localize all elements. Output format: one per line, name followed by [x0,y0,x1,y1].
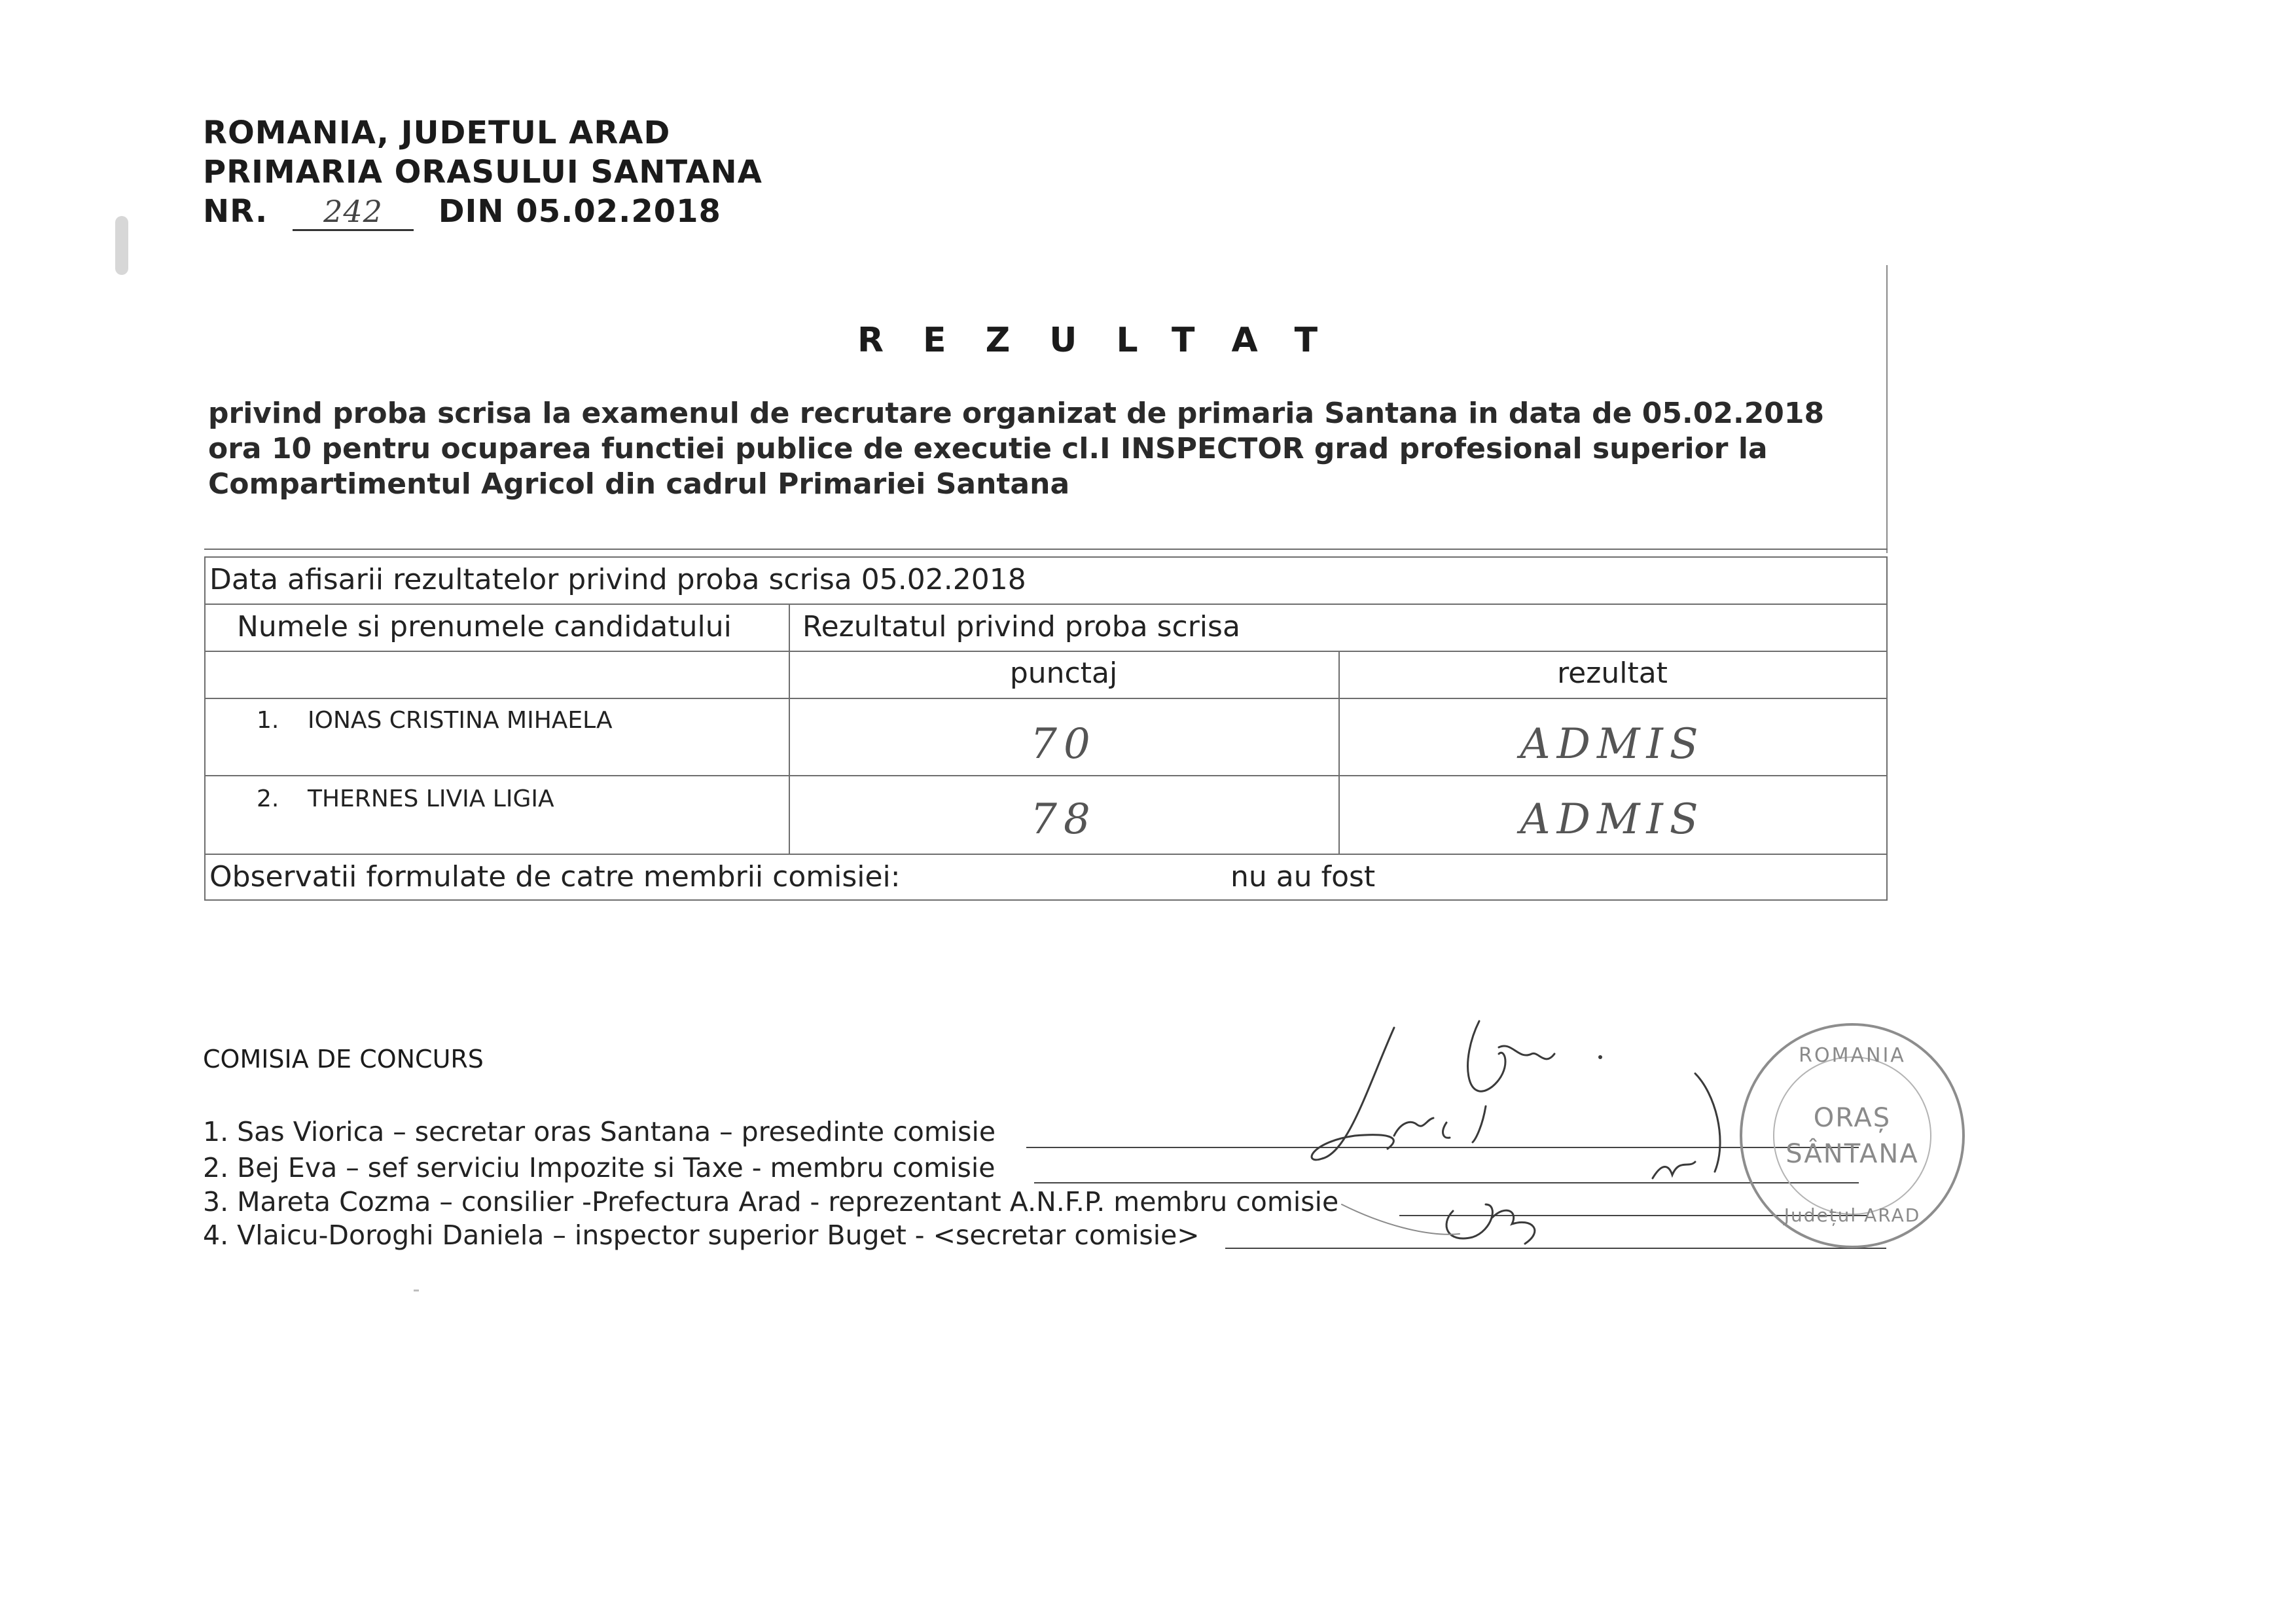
scan-speck [414,1290,419,1291]
signature-stroke [1499,1046,1554,1059]
official-stamp [1734,1018,1970,1254]
table-border [204,556,206,899]
table-border [204,651,1888,652]
display-date-row: Data afisarii rezultatelor privind proba scrisa 05.02.2018 [209,563,1026,596]
table-border [1886,556,1888,899]
header-country-county: ROMANIA, JUDETUL ARAD [203,115,671,151]
signature-dot [1598,1055,1602,1059]
document-title: REZULTAT [857,321,1357,360]
candidate-1-result: ADMIS [1520,720,1705,768]
subheader-score: punctaj [1009,657,1118,690]
observations-label: Observatii formulate de catre membrii comisiei: [209,860,901,893]
signature-stroke [1473,1106,1486,1142]
table-border [204,899,1888,901]
commission-member-2: 2. Bej Eva – sef serviciu Impozite si Taxe - membru comisie [203,1152,996,1183]
candidate-2-result: ADMIS [1520,795,1705,844]
col-header-name: Numele si prenumele candidatului [237,610,732,643]
table-border [204,775,1888,776]
candidate-1-name: IONAS CRISTINA MIHAELA [308,707,613,734]
signature-stroke [1312,1028,1394,1160]
scan-smudge [115,216,128,275]
candidate-2-index: 2. [257,785,279,812]
registration-date: DIN 05.02.2018 [438,193,721,230]
table-border [204,549,1888,550]
table-border [204,698,1888,699]
table-border [204,556,1888,558]
observations-value: nu au fost [1230,860,1376,893]
signature-stroke [1695,1074,1720,1172]
stamp-center-line-1: ORAȘ [1813,1103,1892,1133]
document-subject: privind proba scrisa la examenul de recrutare organizat de primaria Santana in data de 05.02.2018 ora 10 pentru ocuparea functiei publice de executie cl.I INSPECTOR grad profesional superior la Compartimentul Agricol din cadrul Primariei Santana [208,397,1825,501]
commission-heading: COMISIA DE CONCURS [203,1045,484,1074]
table-border [204,854,1888,855]
table-border [204,604,1888,605]
scan-edge-line [1886,265,1888,553]
signature-stroke [1443,1123,1450,1138]
nr-value: 242 [293,194,414,231]
signature-stroke [1492,1210,1535,1244]
signature-stroke [1446,1204,1492,1238]
candidate-1-index: 1. [257,707,279,734]
candidate-1-score: 70 [1030,720,1097,768]
commission-member-1: 1. Sas Viorica – secretar oras Santana – presedinte comisie [203,1116,996,1147]
header-institution: PRIMARIA ORASULUI SANTANA [203,154,762,190]
stamp-top-text: ROMANIA [1799,1044,1906,1067]
subheader-result: rezultat [1557,657,1668,690]
nr-label: NR. [203,193,268,230]
stamp-bottom-text: Județul ARAD [1784,1204,1921,1226]
candidate-2-name: THERNES LIVIA LIGIA [308,785,554,812]
col-header-result: Rezultatul privind proba scrisa [802,610,1240,643]
commission-member-3: 3. Mareta Cozma – consilier -Prefectura Arad - reprezentant A.N.F.P. membru comisie [203,1186,1339,1218]
signature-stroke [1468,1021,1505,1091]
stamp-center-line-2: SÂNTANA [1785,1139,1919,1169]
commission-member-4: 4. Vlaicu-Doroghi Daniela – inspector superior Buget - <secretar comisie> [203,1219,1200,1251]
signature-stroke [1653,1162,1695,1178]
signature-stroke [1342,1204,1460,1235]
signature-stroke [1394,1118,1433,1136]
candidate-2-score: 78 [1030,795,1097,844]
header-registration [203,193,721,231]
